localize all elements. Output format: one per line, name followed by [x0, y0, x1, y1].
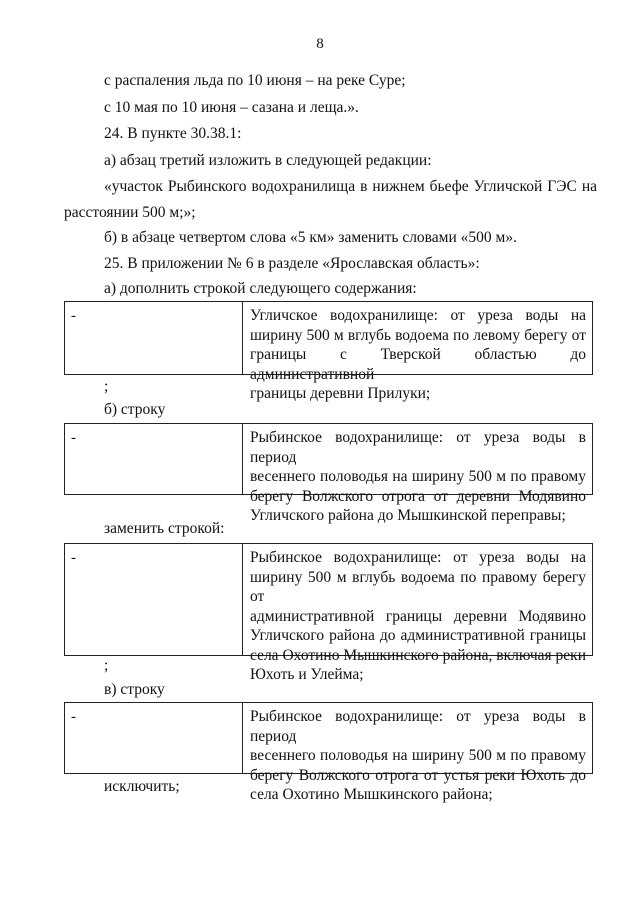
paragraph-line: 25. В приложении № 6 в разделе «Ярославская область»:: [104, 255, 480, 272]
table-cell-dash: -: [65, 302, 243, 374]
label-v-row: в) строку: [104, 681, 165, 698]
paragraph-line: а) абзац третий изложить в следующей редакции:: [104, 152, 432, 169]
table-cell-dash: -: [65, 544, 243, 655]
label-exclude: исключить;: [104, 778, 180, 795]
table-row-new: [64, 543, 593, 683]
paragraph-line: с распаления льда по 10 июня – на реке Суре;: [104, 72, 406, 89]
paragraph-line: с 10 мая по 10 июня – сазана и леща.».: [104, 99, 359, 116]
table-cell-text: Рыбинское водохранилище: от уреза воды в период весеннего половодья на ширину 500 м по правому берегу Волжского отрога от деревни Модявино Угличского района до Мышкинской переправы;: [250, 429, 586, 524]
paragraph-line: 24. В пункте 30.38.1:: [104, 125, 242, 142]
table-row-addition: [64, 301, 593, 402]
table-cell-text: Рыбинское водохранилище: от уреза воды на ширину 500 м вглубь водоема по правому берегу от административной границы деревни Модявино Угличского района до административной границы села Охотино Мышкинского района, включая реки Юхоть и Улейма;: [250, 549, 586, 683]
page-number: 8: [316, 36, 324, 52]
table-cell-dash: -: [65, 703, 243, 773]
paragraph-line: б) в абзаце четвертом слова «5 км» заменить словами «500 м».: [104, 229, 517, 246]
paragraph-line: расстоянии 500 м;»;: [64, 204, 196, 221]
table-cell-text: Рыбинское водохранилище: от уреза воды в период весеннего половодья на ширину 500 м по правому берегу Волжского отрога от устья реки Юхоть до села Охотино Мышкинского района;: [250, 708, 586, 803]
label-b-row: б) строку: [104, 401, 166, 418]
paragraph-line: «участок Рыбинского водохранилища в нижнем бьефе Угличской ГЭС на: [104, 178, 597, 195]
table-row-old: [64, 423, 593, 524]
paragraph-line: а) дополнить строкой следующего содержания:: [104, 280, 417, 297]
label-replace: заменить строкой:: [104, 520, 225, 537]
table-cell-text: Угличское водохранилище: от уреза воды на ширину 500 м вглубь водоема по левому берегу от границы с Тверской областью до административной границы деревни Прилуки;: [250, 307, 586, 402]
table-cell-dash: -: [65, 424, 243, 494]
semicolon: ;: [104, 378, 109, 395]
semicolon: ;: [104, 657, 109, 674]
